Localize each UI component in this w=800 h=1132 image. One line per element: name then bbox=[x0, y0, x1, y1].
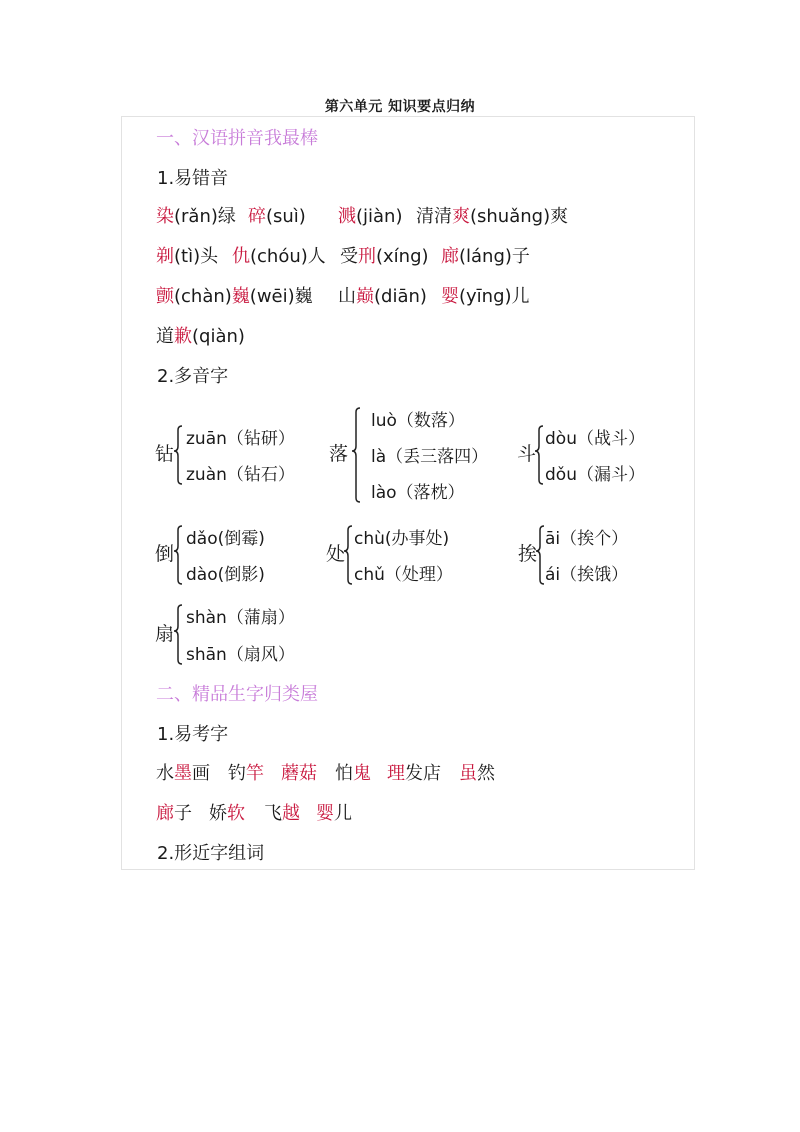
polyphone-char: 扇 bbox=[155, 623, 175, 645]
highlight-char: 廊 bbox=[156, 803, 174, 824]
highlight-char: 歉 bbox=[174, 326, 192, 347]
plain-text: 清清 bbox=[416, 206, 452, 227]
content-card bbox=[121, 116, 695, 870]
plain-text: (suì) bbox=[266, 206, 306, 227]
plain-text: 子 bbox=[174, 803, 192, 824]
polyphone-reading: shān（扇风） bbox=[186, 645, 295, 665]
polyphone-char: 钻 bbox=[155, 443, 175, 465]
highlight-char: 仇 bbox=[232, 246, 250, 267]
plain-text: (chóu)人 bbox=[250, 246, 326, 267]
polyphone-reading: dòu（战斗） bbox=[545, 429, 645, 449]
plain-text: 怕 bbox=[335, 763, 353, 784]
plain-text: (rǎn)绿 bbox=[174, 206, 236, 227]
plain-text: 娇 bbox=[209, 803, 227, 824]
highlight-char: 廊 bbox=[441, 246, 459, 267]
polyphone-char: 落 bbox=[329, 443, 349, 465]
subheading-easy-mistake-sounds: 1.易错音 bbox=[157, 168, 229, 189]
polyphone-reading: dǎo(倒霉) bbox=[186, 529, 265, 549]
polyphone-reading: lào（落枕） bbox=[371, 483, 465, 503]
highlight-char: 巍 bbox=[231, 286, 250, 307]
plain-text: 发店 bbox=[405, 763, 441, 784]
section1-heading: 一、汉语拼音我最棒 bbox=[156, 128, 318, 149]
plain-text: (shuǎng)爽 bbox=[470, 206, 569, 227]
section2-heading: 二、精品生字归类屋 bbox=[156, 684, 318, 705]
highlight-char: 染 bbox=[156, 206, 174, 227]
polyphone-char: 处 bbox=[326, 543, 346, 565]
plain-text: 钓 bbox=[228, 763, 246, 784]
highlight-char: 理 bbox=[387, 763, 405, 784]
plain-text: (wēi)巍 bbox=[249, 286, 313, 307]
highlight-char: 鬼 bbox=[353, 763, 371, 784]
highlight-char: 墨 bbox=[174, 763, 192, 784]
highlight-char: 碎 bbox=[248, 206, 266, 227]
highlight-char: 爽 bbox=[452, 206, 470, 227]
polyphone-reading: luò（数落） bbox=[371, 411, 465, 431]
polyphone-char: 倒 bbox=[155, 543, 175, 565]
polyphone-reading: āi（挨个） bbox=[545, 529, 629, 549]
polyphone-reading: shàn（蒲扇） bbox=[186, 608, 295, 628]
plain-text: 山 bbox=[338, 286, 356, 307]
polyphone-reading: ái（挨饿） bbox=[545, 565, 629, 585]
highlight-char: 巅 bbox=[356, 286, 374, 307]
plain-text: (xíng) bbox=[376, 246, 429, 267]
highlight-char: 虽 bbox=[459, 763, 477, 784]
plain-text: (diān) bbox=[374, 286, 427, 307]
subheading-easy-test-chars: 1.易考字 bbox=[157, 724, 229, 745]
plain-text: 然 bbox=[477, 763, 495, 784]
polyphone-reading: là（丢三落四） bbox=[371, 447, 489, 467]
polyphone-reading: zuān（钻研） bbox=[186, 429, 295, 449]
highlight-char: 颤 bbox=[156, 286, 174, 307]
plain-text: 画 bbox=[192, 763, 210, 784]
polyphone-reading: zuàn（钻石） bbox=[186, 465, 295, 485]
plain-text: 儿 bbox=[334, 803, 352, 824]
plain-text: 道 bbox=[156, 326, 174, 347]
plain-text: 水 bbox=[156, 763, 174, 784]
plain-text: (jiàn) bbox=[356, 206, 403, 227]
plain-text: (qiàn) bbox=[192, 326, 245, 347]
highlight-char: 越 bbox=[282, 803, 300, 824]
polyphone-char: 斗 bbox=[517, 443, 537, 465]
plain-text: (yīng)儿 bbox=[459, 286, 530, 307]
highlight-char: 刑 bbox=[358, 246, 376, 267]
highlight-char: 溅 bbox=[338, 206, 356, 227]
plain-text: 飞 bbox=[264, 803, 282, 824]
plain-text: 受 bbox=[340, 246, 358, 267]
highlight-char: 软 bbox=[227, 803, 245, 824]
plain-text: (láng)子 bbox=[459, 246, 530, 267]
polyphone-reading: chù(办事处) bbox=[354, 529, 450, 549]
highlight-char: 剃 bbox=[156, 246, 174, 267]
highlight-char: 竿 bbox=[246, 763, 264, 784]
subheading-similar-chars: 2.形近字组词 bbox=[157, 843, 265, 864]
highlight-char: 蘑菇 bbox=[281, 763, 317, 784]
highlight-char: 婴 bbox=[316, 803, 334, 824]
page-title: 第六单元 知识要点归纳 bbox=[324, 99, 476, 115]
plain-text: (chàn) bbox=[174, 286, 232, 307]
subheading-polyphones: 2.多音字 bbox=[157, 366, 229, 387]
polyphone-char: 挨 bbox=[518, 543, 538, 565]
highlight-char: 婴 bbox=[441, 286, 459, 307]
polyphone-reading: dǒu（漏斗） bbox=[545, 465, 645, 485]
plain-text: (tì)头 bbox=[174, 246, 219, 267]
polyphone-reading: chǔ（处理） bbox=[354, 565, 453, 585]
polyphone-reading: dào(倒影) bbox=[186, 565, 265, 585]
